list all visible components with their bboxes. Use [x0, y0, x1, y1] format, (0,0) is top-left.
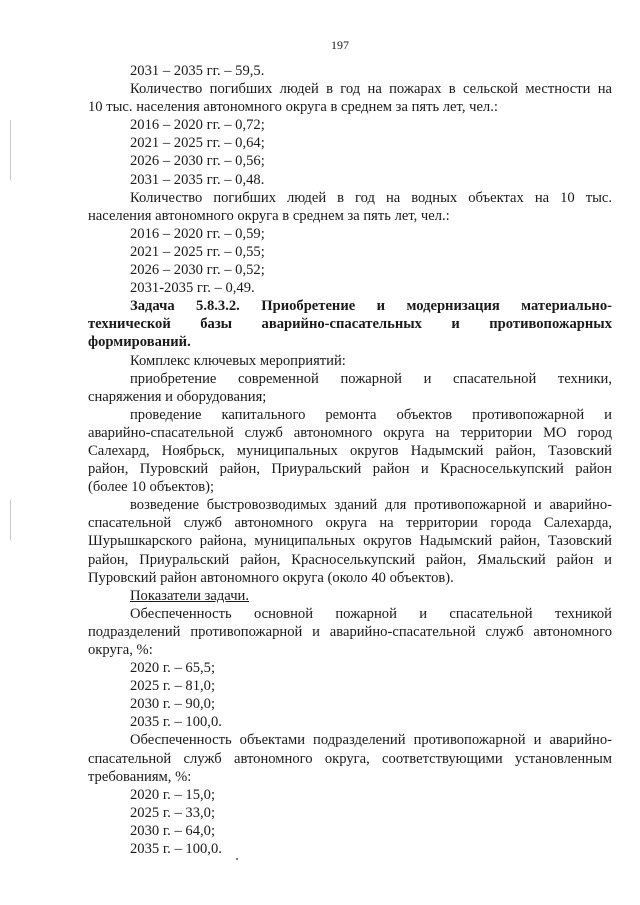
- text-line: проведение капитального ремонта объектов противопожарной и: [130, 406, 612, 423]
- text-line: Салехард, Ноябрьск, муниципальных округов Надымский район, Тазовский: [88, 442, 612, 459]
- text-line: населения автономного округа в среднем за пять лет, чел.:: [88, 207, 450, 224]
- text-line: снаряжения и оборудования;: [88, 388, 267, 405]
- text-line: требованиям, %:: [88, 768, 192, 785]
- text-line: округа, %:: [88, 642, 153, 658]
- text-line: 2020 г. – 65,5;: [130, 660, 216, 677]
- text-line: 2030 г. – 90,0;: [130, 696, 216, 713]
- scan-edge-mark: [10, 120, 11, 180]
- text-line: подразделений противопожарной и аварийно-спасательной служб автономного: [88, 623, 612, 640]
- document-body: [88, 62, 612, 858]
- text-line: 2016 – 2020 гг. – 0,72;: [130, 117, 265, 134]
- text-line: 2020 г. – 15,0;: [130, 786, 216, 803]
- text-line: возведение быстровозводимых зданий для противопожарной и аварийно-: [130, 497, 612, 514]
- text-line: 2035 г. – 100,0.: [130, 841, 222, 858]
- text-line: приобретение современной пожарной и спасательной техники,: [130, 370, 612, 387]
- text-line: аварийно-спасательной служб автономного округа на территории МО город: [88, 424, 612, 441]
- page-number: 197: [331, 38, 349, 52]
- text-line: Количество погибших людей в год на пожарах в сельской местности на: [130, 81, 612, 98]
- text-line: Обеспеченность объектами подразделений противопожарной и аварийно-: [130, 732, 612, 749]
- text-line: 2026 – 2030 гг. – 0,56;: [130, 153, 265, 170]
- text-line: 2031 – 2035 гг. – 0,48.: [130, 171, 265, 188]
- text-line: Показатели задачи.: [130, 587, 250, 604]
- text-line: 2030 г. – 64,0;: [130, 822, 216, 839]
- text-line: 2026 – 2030 гг. – 0,52;: [130, 262, 265, 279]
- text-line: (более 10 объектов);: [88, 479, 215, 496]
- text-line: 2031 – 2035 гг. – 59,5.: [130, 63, 265, 79]
- text-line: район, Приуральский район, Красноселькупский район, Ямальский район и: [88, 551, 612, 568]
- text-line: 2025 г. – 81,0;: [130, 678, 216, 695]
- text-line: Количество погибших людей в год на водных объектах на 10 тыс.: [130, 189, 612, 206]
- text-line: технической базы аварийно-спасательных и противопожарных: [88, 316, 612, 333]
- text-line: спасательной служб автономного округа на территории города Салехарда,: [88, 515, 612, 532]
- text-line: Пуровский район автономного округа (около 40 объектов).: [88, 569, 454, 586]
- text-line: Задача 5.8.3.2. Приобретение и модернизация материально-: [130, 298, 612, 315]
- text-line: спасательной служб автономного округа, соответствующими установленным: [88, 750, 612, 767]
- scan-edge-mark: [10, 500, 11, 540]
- text-line: Шурышкарского района, муниципальных округов Надымский район, Тазовский: [88, 533, 612, 550]
- text-line: район, Пуровский район, Приуральский район и Красноселькупский район: [88, 461, 612, 478]
- text-line: формирований.: [88, 334, 191, 351]
- text-line: 2021 – 2025 гг. – 0,64;: [130, 135, 265, 152]
- scan-speck: [236, 858, 238, 860]
- text-line: 2025 г. – 33,0;: [130, 804, 216, 821]
- text-line: Комплекс ключевых мероприятий:: [130, 352, 346, 369]
- text-line: 2021 – 2025 гг. – 0,55;: [130, 243, 265, 260]
- text-line: 2035 г. – 100,0.: [130, 714, 222, 731]
- text-line: 2031-2035 гг. – 0,49.: [130, 280, 255, 297]
- text-line: Обеспеченность основной пожарной и спасательной техникой: [130, 605, 612, 622]
- text-line: 10 тыс. населения автономного округа в среднем за пять лет, чел.:: [88, 99, 498, 116]
- text-line: 2016 – 2020 гг. – 0,59;: [130, 225, 265, 242]
